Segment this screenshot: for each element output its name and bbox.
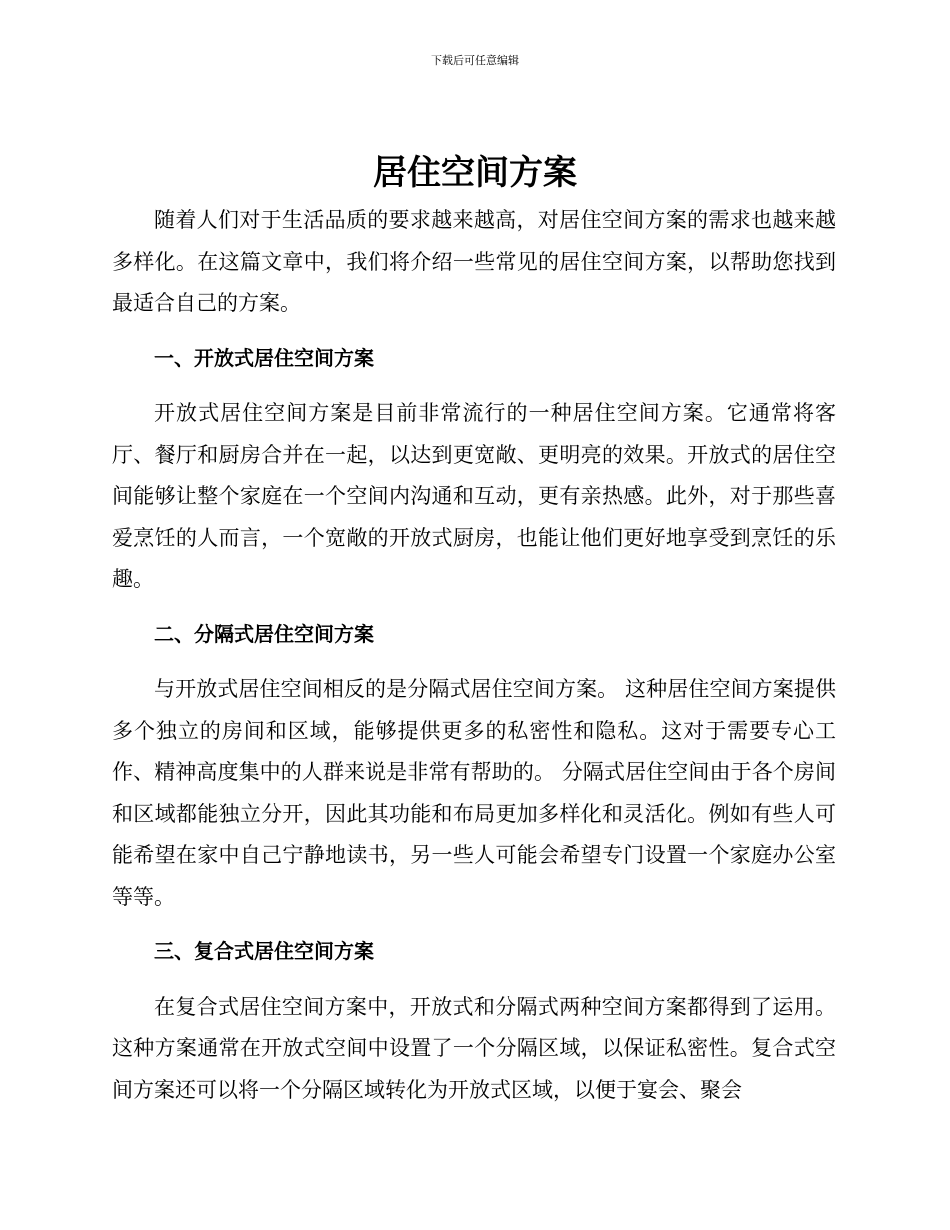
section-paragraph-partitioned: 与开放式居住空间相反的是分隔式居住空间方案。 这种居住空间方案提供多个独立的房间和区域，能够提供更多的私密性和隐私。这对于需要专心工作、精神高度集中的人群来说是非常有帮助的。 分隔式居住空间由于各个房间和区域都能独立分开，因此其功能和布局更加多样化和灵活化。例如有些人可能希望在家中自己宁静地读书，另一些人可能会希望专门设置一个家庭办公室等等。 bbox=[112, 677, 836, 909]
section-heading-composite: 三、复合式居住空间方案 bbox=[154, 939, 374, 963]
document-body bbox=[112, 200, 836, 1111]
intro-paragraph: 随着人们对于生活品质的要求越来越高，对居住空间方案的需求也越来越多样化。在这篇文章中，我们将介绍一些常见的居住空间方案，以帮助您找到最适合自己的方案。 bbox=[112, 208, 836, 315]
section-paragraph-composite: 在复合式居住空间方案中，开放式和分隔式两种空间方案都得到了运用。这种方案通常在开放式空间中设置了一个分隔区域，以保证私密性。复合式空间方案还可以将一个分隔区域转化为开放式区域，以便于宴会、聚会 bbox=[112, 994, 836, 1102]
document-title: 居住空间方案 bbox=[373, 153, 577, 193]
running-header: 下载后可任意编辑 bbox=[431, 54, 519, 67]
section-heading-partitioned: 二、分隔式居住空间方案 bbox=[154, 621, 374, 646]
section-paragraph-open: 开放式居住空间方案是目前非常流行的一种居住空间方案。它通常将客厅、餐厅和厨房合并在一起，以达到更宽敞、更明亮的效果。开放式的居住空间能够让整个家庭在一个空间内沟通和互动，更有亲热感。此外，对于那些喜爱烹饪的人而言，一个宽敞的开放式厨房，也能让他们更好地享受到烹饪的乐趣。 bbox=[112, 401, 836, 591]
section-heading-open: 一、开放式居住空间方案 bbox=[154, 345, 374, 370]
